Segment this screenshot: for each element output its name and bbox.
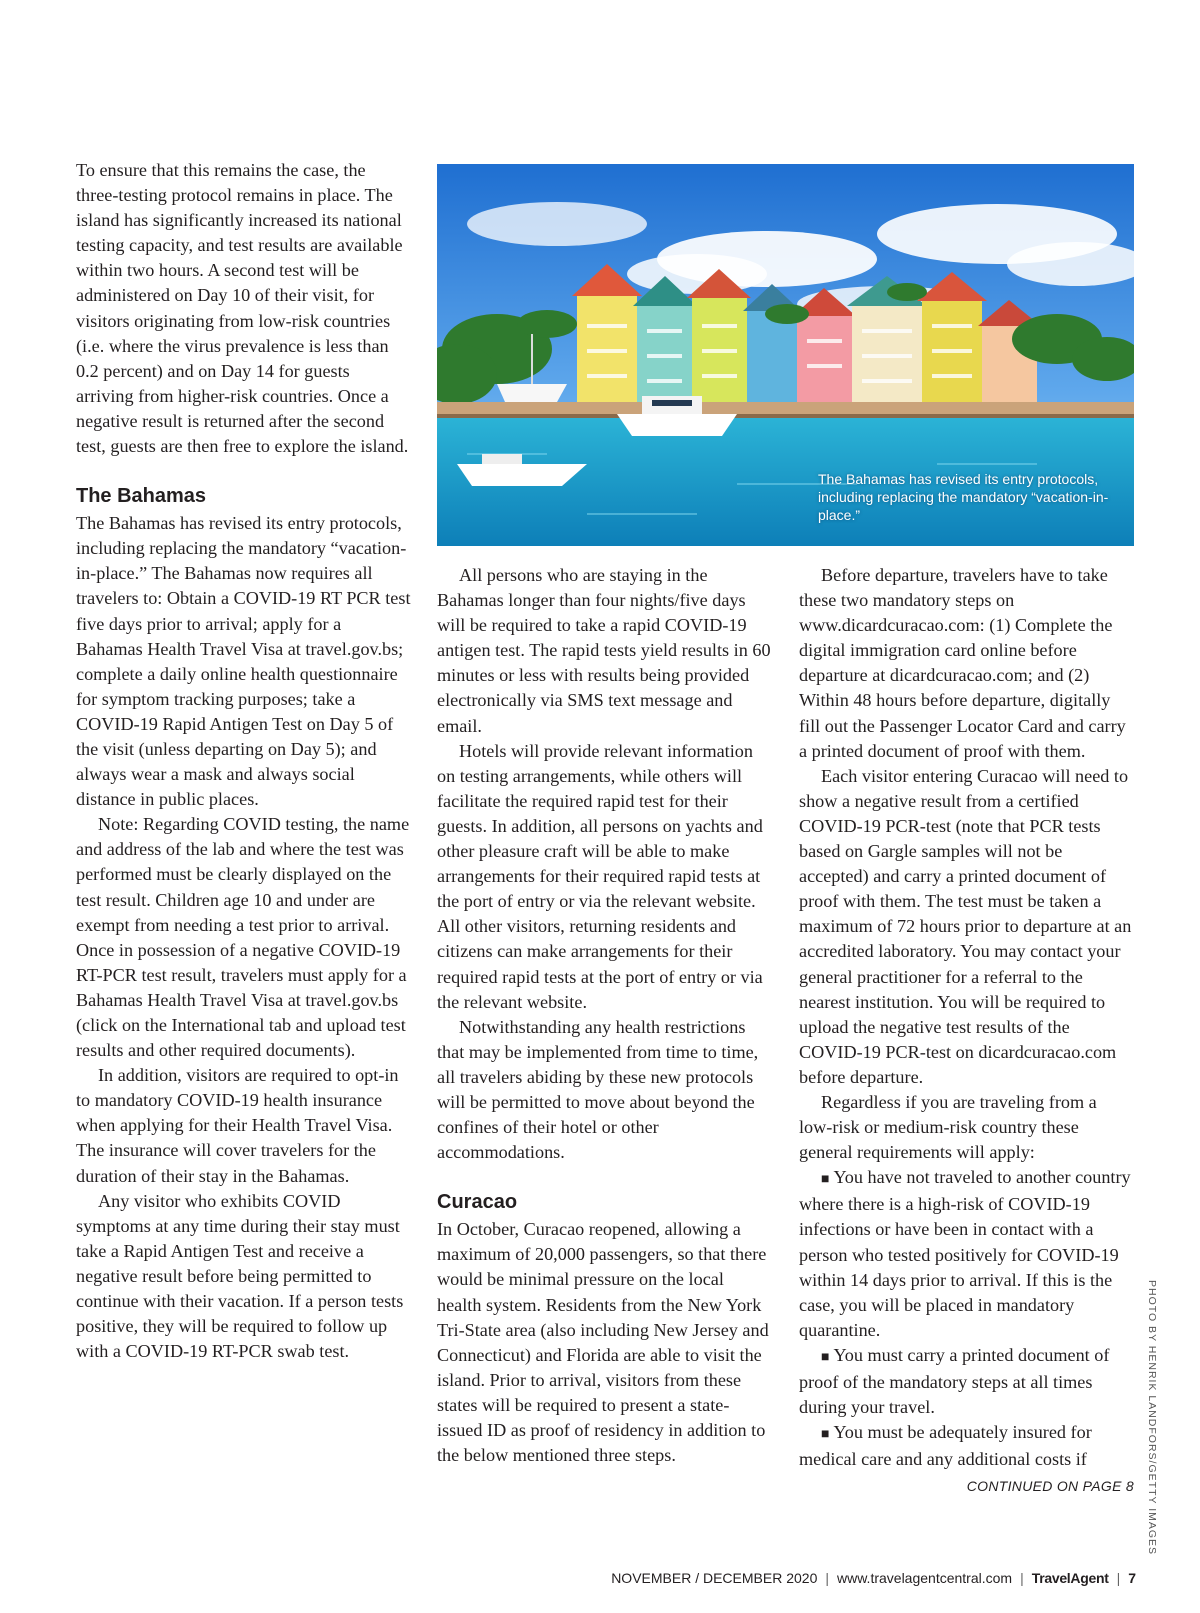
bullet-item [799,1165,1134,1343]
continued-note: CONTINUED ON PAGE 8 [966,1478,1134,1495]
photo-credit: PHOTO BY HENRIK LANDFORS/GETTY IMAGES [1146,1280,1158,1556]
bullet-text: You must be adequately insured for medical care and any additional costs if [799,1422,1092,1470]
paragraph: Notwithstanding any health restrictions that may be implemented from time to time, all travelers abiding by these new protocols will be permitted to move about beyond the confines of their hotel or other accommodations. [437,1016,759,1163]
paragraph: All persons who are staying in the Bahamas longer than four nights/five days will be required to take a rapid COVID-19 antigen test. The rapid tests yield results in 60 minutes or less with results being provided electronically via SMS text message and email. [437,565,771,736]
paragraph: Each visitor entering Curacao will need to show a negative result from a certified COVID-19 PCR-test (note that PCR tests based on Gargle samples will not be accepted) and carry a printed document of proof with them. The test must be taken a maximum of 72 hours prior to departure at an accredited laboratory. You may contact your general practitioner for a referral to the nearest institution. You will be required to upload the negative test results of the COVID-19 PCR-test on dicardcuracao.com before departure. [799,765,1132,1087]
magazine-brand: TravelAgent [1031,1570,1109,1586]
page-footer [611,1570,1136,1586]
article-column-1 [76,158,411,1364]
paragraph: In October, Curacao reopened, allowing a maximum of 20,000 passengers, so that there would be minimal pressure on the local health system. Residents from the New York Tri-State area (also including New Jersey and Connecticut) and Florida are able to visit the island. Prior to arrival, visitors from these states will be required to present a state-issued ID as proof of residency in addition to the below mentioned three steps. [437,1219,769,1466]
photo-caption: The Bahamas has revised its entry protocols, including replacing the mandatory “vacation-in-place.” [818,471,1109,523]
paragraph: Hotels will provide relevant information on testing arrangements, while others will facilitate the required rapid test for their guests. In addition, all persons on yachts and other pleasure craft will be able to make arrangements for their required rapid tests at the port of entry or via the relevant website. All other visitors, returning residents and citizens can make arrangements for their required rapid tests at the port of entry or via the relevant website. [437,740,763,1012]
bullet-square-icon [821,1422,833,1442]
website-url: www.travelagentcentral.com [837,1570,1013,1586]
bullet-text: You must carry a printed document of proof of the mandatory steps at all times during your travel. [799,1344,1110,1418]
paragraph: Regardless if you are traveling from a low-risk or medium-risk country these general requirements will apply: [799,1091,1097,1163]
bullet-item [799,1343,1134,1420]
bullet-square-icon [821,1345,833,1365]
bullet-square-icon [821,1167,833,1187]
page-number: 7 [1128,1570,1136,1586]
section-heading-bahamas: The Bahamas [76,485,207,508]
bullet-text: You have not traveled to another country where there is a high-risk of COVID-19 infections or have been in contact with a person who tested positively for COVID-19 within 14 days prior to arrival. If this is the case, you will be placed in mandatory quarantine. [799,1167,1131,1340]
paragraph: Note: Regarding COVID testing, the name and address of the lab and where the test was performed must be clearly displayed on the test result. Children age 10 and under are exempt from needing a test prior to arrival. Once in possession of a negative COVID-19 RT-PCR test result, travelers must apply for a Bahamas Health Travel Visa at travel.gov.bs (click on the International tab and upload test results and other required documents). [76,814,410,1061]
paragraph: In addition, visitors are required to opt-in to mandatory COVID-19 health insurance when applying for their Health Travel Visa. The insurance will cover travelers for the duration of their stay in the Bahamas. [76,1065,399,1186]
footer-divider: | [825,1570,829,1586]
paragraph: Any visitor who exhibits COVID symptoms at any time during their stay must take a Rapid Antigen Test and receive a negative result before being permitted to continue with their vacation. If a person tests positive, they will be required to follow up with a COVID-19 RT-PCR swab test. [76,1190,404,1362]
section-heading-curacao: Curacao [437,1191,518,1214]
footer-divider: | [1116,1570,1121,1586]
article-column-3 [799,563,1134,1499]
intro-paragraph: To ensure that this remains the case, the three-testing protocol remains in place. The island has significantly increased its national testing capacity, and test results are available within two hours. A second test will be administered on Day 10 of their visit, for visitors originating from low-risk countries (i.e. where the virus prevalence is less than 0.2 percent) and on Day 14 for guests arriving from higher-risk countries. Once a negative result is returned after the second test, guests are then free to explore the island. [76,160,409,457]
issue-date: NOVEMBER / DECEMBER 2020 [611,1570,818,1586]
paragraph: The Bahamas has revised its entry protocols, including replacing the mandatory “vacation-in-place.” The Bahamas now requires all travelers to: Obtain a COVID-19 RT PCR test five days prior to arrival; apply for a Bahamas Health Travel Visa at travel.gov.bs; complete a daily online health questionnaire for symptom tracking purposes; take a COVID-19 Rapid Antigen Test on Day 5 of the visit (unless departing on Day 5); and always wear a mask and always social distance in public places. [76,513,411,810]
article-column-2 [437,563,772,1468]
bullet-item [799,1420,1134,1472]
paragraph: Before departure, travelers have to take these two mandatory steps on www.dicardcuracao.com: (1) Complete the digital immigration card online before departure at dicardcuracao.com; and (2) Within 48 hours before departure, digitally fill out the Passenger Locator Card and carry a printed document of proof with them. [799,565,1126,761]
footer-divider: | [1020,1570,1024,1586]
